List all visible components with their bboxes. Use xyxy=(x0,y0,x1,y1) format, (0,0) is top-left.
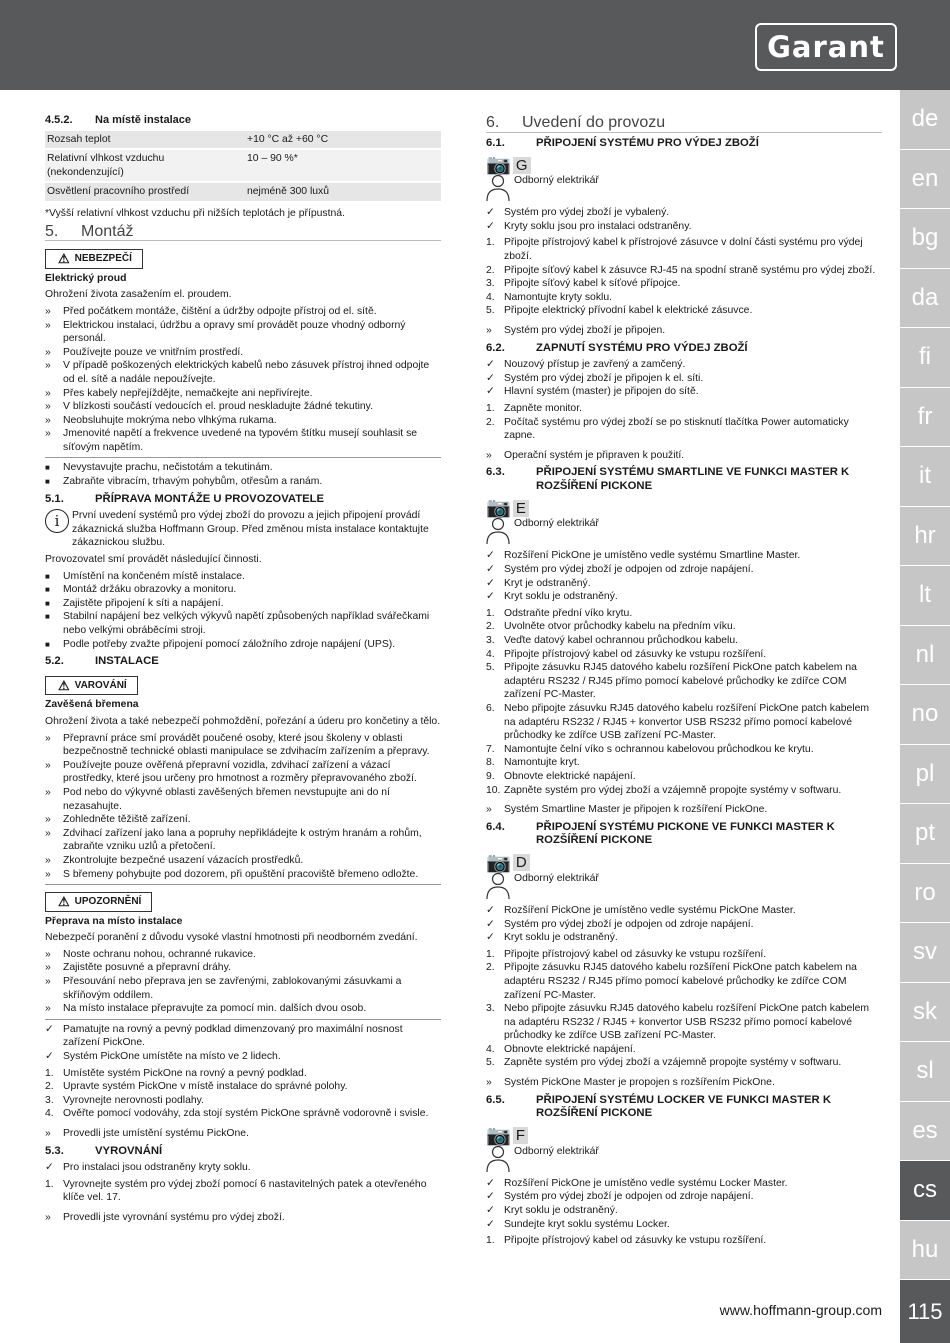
list-item: 5. Připojte elektrický přívodní kabel k elektrické zásuvce. xyxy=(486,305,753,317)
paragraph: Provozovatel smí provádět následující činnosti. xyxy=(45,554,262,566)
check-list xyxy=(486,1177,882,1231)
list-item: 4. Připojte přístrojový kabel od zásuvky ke vstupu rozšíření. xyxy=(486,648,767,660)
list-item: » Systém pro výdej zboží je připojen. xyxy=(486,324,666,336)
list-item: ✓ Systém pro výdej zboží je odpojen od zdroje napájení. xyxy=(486,1191,754,1203)
language-tab-de[interactable]: de xyxy=(900,90,950,150)
camera-icon: 📷 xyxy=(486,154,511,177)
list-item: ✓ Kryt soklu je odstraněný. xyxy=(486,932,618,944)
qualification: Odborný elektrikář xyxy=(486,872,882,900)
list-item: 2. Počítač systému pro výdej zboží se po stisknutí tlačítka Power automaticky zapne. xyxy=(486,416,849,442)
garant-logo: Garant xyxy=(755,23,897,71)
language-tab-hu[interactable]: hu xyxy=(900,1221,950,1281)
list-item: » Operační systém je připraven k použití. xyxy=(486,449,685,461)
language-tab-it[interactable]: it xyxy=(900,447,950,507)
person-icon xyxy=(486,1145,510,1173)
list-item: 1. Připojte přístrojový kabel od zásuvky ke vstupu rozšíření. xyxy=(486,948,767,960)
qualification: Odborný elektrikář xyxy=(486,1145,882,1173)
list-item: » Systém PickOne Master je propojen s rozšířením PickOne. xyxy=(486,1077,775,1089)
list-item: » Před počátkem montáže, čištění a údržby odpojte přístroj od el. sítě. xyxy=(45,305,377,317)
list-item: 10. Zapněte systém pro výdej zboží a vzájemně propojte systémy v softwaru. xyxy=(486,784,842,796)
figure-reference: 📷 G xyxy=(486,156,882,174)
language-tab-pt[interactable]: pt xyxy=(900,804,950,864)
list-item: » Používejte pouze ověřená přepravní vozidla, zdvihací zařízení a vázací prostředky, které jsou určeny pro hmotnost a rozměry přepravovaného zboží. xyxy=(45,759,417,785)
list-item: ✓ Systém pro výdej zboží je odpojen od zdroje napájení. xyxy=(486,918,754,930)
list-item: 5. Připojte zásuvku RJ45 datového kabelu rozšíření PickOne patch kabelem na adaptéru RS232 / RJ45 přímo pomocí kabelové průchodky ke zdířce COM zařízení PC-Master. xyxy=(486,662,857,701)
info-icon: i xyxy=(45,509,69,533)
generic-list xyxy=(45,461,441,488)
warning-triangle-icon: ⚠ xyxy=(58,894,70,910)
list-item: 1. Odstraňte přední víko krytu. xyxy=(486,607,633,619)
danger-list xyxy=(45,305,441,455)
list-item: 9. Obnovte elektrické napájení. xyxy=(486,770,636,782)
header-bar xyxy=(0,0,950,90)
list-item: 3. Vyrovnejte nerovnosti podlahy. xyxy=(45,1094,204,1106)
language-tab-sl[interactable]: sl xyxy=(900,1042,950,1102)
list-item: » Neobsluhujte mokrýma nebo vlhkýma rukama. xyxy=(45,414,277,426)
step-list xyxy=(486,236,882,318)
hazard-intro: Nebezpečí poranění z důvodu vysoké vlastní hmotnosti při neodborném zvedání. xyxy=(45,932,418,944)
person-icon xyxy=(486,517,510,545)
list-item: ■ Podle potřeby zvažte připojení pomocí záložního zdroje napájení (UPS). xyxy=(45,638,396,650)
section-s64 xyxy=(486,821,882,1090)
list-item: ✓ Rozšíření PickOne je umístěno vedle systému Locker Master. xyxy=(486,1177,788,1189)
divider xyxy=(45,457,441,458)
language-tab-da[interactable]: da xyxy=(900,269,950,329)
list-item: » Zajistěte posuvné a přepravní dráhy. xyxy=(45,962,231,974)
result-list xyxy=(486,803,882,817)
person-icon xyxy=(486,872,510,900)
language-tabs xyxy=(900,90,950,1280)
list-item: 1. Umístěte systém PickOne na rovný a pevný podklad. xyxy=(45,1067,307,1079)
list-item: » Používejte pouze ve vnitřním prostředí. xyxy=(45,346,244,358)
list-item: ■ Nevystavujte prachu, nečistotám a tekutinám. xyxy=(45,462,273,474)
qualification: Odborný elektrikář xyxy=(486,174,882,202)
section-heading: 6.4. PŘIPOJENÍ SYSTÉMU PICKONE VE FUNKCI MASTER K ROZŠÍŘENÍ PICKONE xyxy=(486,820,835,847)
list-item: 2. Připojte zásuvku RJ45 datového kabelu rozšíření PickOne patch kabelem na adaptéru RS232 / RJ45 přímo pomocí kabelové průchodky ke zdířce COM zařízení PC-Master. xyxy=(486,962,857,1001)
language-tab-sv[interactable]: sv xyxy=(900,923,950,983)
list-item: 1. Zapněte monitor. xyxy=(486,402,582,414)
section-heading: 5.3. VYROVNÁNÍ xyxy=(45,1144,163,1157)
warning-triangle-icon: ⚠ xyxy=(58,251,70,267)
language-tab-ro[interactable]: ro xyxy=(900,864,950,924)
list-item: » Provedli jste vyrovnání systému pro výdej zboží. xyxy=(45,1211,285,1223)
list-item: 6. Nebo připojte zásuvku RJ45 datového kabelu rozšíření PickOne patch kabelem na adaptéru RS232 / RJ45 + konvertor USB RS232 přímo pomocí kabelové průchodky ke zdířce USB zařízení PC-Master. xyxy=(486,703,870,742)
conditions-table xyxy=(45,131,441,203)
step-list xyxy=(486,948,882,1070)
list-item: 4. Obnovte elektrické napájení. xyxy=(486,1043,636,1055)
list-item: » V případě poškozených elektrických kabelů nebo zásuvek přístroj ihned odpojte od el. sítě a nadále nepoužívejte. xyxy=(45,360,430,385)
check-list xyxy=(486,549,882,603)
language-tab-sk[interactable]: sk xyxy=(900,983,950,1043)
list-item: » Zkontrolujte bezpečné usazení vázacích prostředků. xyxy=(45,854,304,866)
language-tab-nl[interactable]: nl xyxy=(900,626,950,686)
language-tab-pl[interactable]: pl xyxy=(900,745,950,805)
person-icon xyxy=(486,174,510,202)
check-list xyxy=(486,206,882,233)
section-heading: 5.2. INSTALACE xyxy=(45,655,159,668)
list-item: 2. Připojte síťový kabel k zásuvce RJ-45 na spodní straně systému pro výdej zboží. xyxy=(486,264,876,276)
list-item: » Zdvihací zařízení jako lana a popruhy nepřikládejte k ostrým hranám a rohům, zabraňte vzniku uzlů a přetočení. xyxy=(45,827,422,853)
list-item: ✓ Kryt je odstraněný. xyxy=(486,577,591,589)
list-item: 8. Namontujte kryt. xyxy=(486,757,580,769)
list-item: ✓ Sundejte kryt soklu systému Locker. xyxy=(486,1218,670,1230)
section-heading: 6.3. PŘIPOJENÍ SYSTÉMU SMARTLINE VE FUNKCI MASTER K ROZŠÍŘENÍ PICKONE xyxy=(486,466,850,492)
hazard-heading: Elektrický proud xyxy=(45,272,127,284)
list-item: ✓ Kryty soklu jsou pro instalaci odstraněny. xyxy=(486,220,692,232)
section-heading: 6.2. ZAPNUTÍ SYSTÉMU PRO VÝDEJ ZBOŽÍ xyxy=(486,341,748,354)
list-item: ✓ Pro instalaci jsou odstraněny kryty soklu. xyxy=(45,1162,251,1174)
section-s62 xyxy=(486,342,882,463)
language-tab-bg[interactable]: bg xyxy=(900,209,950,269)
list-item: ✓ Pamatujte na rovný a pevný podklad dimenzovaný pro maximální nosnost zařízení PickOne. xyxy=(45,1023,403,1049)
step-list xyxy=(45,1067,441,1121)
figure-reference: 📷 E xyxy=(486,499,882,517)
table-row: Osvětlení pracovního prostředí nejméně 300 luxů xyxy=(45,182,441,202)
result-list xyxy=(486,449,882,463)
table-row: Relativní vlhkost vzduchu (nekondenzující) 10 – 90 %* xyxy=(45,149,441,182)
list-item: » Na místo instalace přepravujte za pomocí min. dalších dvou osob. xyxy=(45,1003,367,1015)
step-list xyxy=(486,1234,882,1248)
list-item: » V blízkosti součástí vedoucích el. proud neskladujte žádné tekutiny. xyxy=(45,401,373,413)
divider xyxy=(45,1019,441,1020)
list-item: 7. Namontujte čelní víko s ochrannou kabelovou průchodkou ke krytu. xyxy=(486,743,814,755)
check-list xyxy=(45,1161,441,1175)
list-item: 1. Vyrovnejte systém pro výdej zboží pomocí 6 nastavitelných patek a otevřeného klíče vel. 17. xyxy=(45,1178,427,1204)
info-note: i První uvedení systémů pro výdej zboží do provozu a jejich připojení provádí zákaznická služba Hoffmann Group. Před změnou místa instalace kontaktujte zákaznickou službu. xyxy=(45,509,441,553)
hazard-heading: Zavěšená břemena xyxy=(45,699,139,711)
list-item: ■ Zabraňte vibracím, trhavým pohybům, otřesům a ranám. xyxy=(45,476,323,488)
table-row: Rozsah teplot +10 °C až +60 °C xyxy=(45,131,441,150)
list-item: » Pod nebo do výkyvné oblasti zavěšených břemen nevstupujte ani do ní nezasahujte. xyxy=(45,786,390,812)
language-tab-cs[interactable]: cs xyxy=(900,1161,950,1221)
list-item: 2. Uvolněte otvor průchodky kabelu na předním víku. xyxy=(486,621,736,633)
section-heading: 4.5.2. Na místě instalace xyxy=(45,114,191,126)
result-list xyxy=(486,324,882,338)
section-s61 xyxy=(486,137,882,338)
list-item: 2. Upravte systém PickOne v místě instalace do správné polohy. xyxy=(45,1081,348,1093)
table-note: *Vyšší relativní vlhkost vzduchu při nižších teplotách je přípustná. xyxy=(45,207,345,219)
step-list xyxy=(45,1178,441,1205)
list-item: ■ Umístění na končeném místě instalace. xyxy=(45,570,245,582)
list-item: 3. Veďte datový kabel ochrannou průchodkou kabelu. xyxy=(486,635,738,647)
language-tab-lt[interactable]: lt xyxy=(900,566,950,626)
warning-list xyxy=(45,732,441,882)
section-heading: 6.1. PŘIPOJENÍ SYSTÉMU PRO VÝDEJ ZBOŽÍ xyxy=(486,136,759,149)
hazard-intro: Ohrožení života zasažením el. proudem. xyxy=(45,289,232,301)
language-tab-en[interactable]: en xyxy=(900,150,950,210)
section-s63 xyxy=(486,466,882,816)
figure-reference: 📷 F xyxy=(486,1127,882,1145)
list-item: ■ Montáž držáku obrazovky a monitoru. xyxy=(45,584,237,596)
list-item: 4. Ověřte pomocí vodováhy, zda stojí systém PickOne správně vodorovně i svisle. xyxy=(45,1108,429,1120)
list-item: » Jmenovité napětí a frekvence uvedené na typovém štítku musejí souhlasit se síťovým napětím. xyxy=(45,428,418,453)
list-item: ✓ Rozšíření PickOne je umístěno vedle systému PickOne Master. xyxy=(486,904,796,916)
list-item: 1. Připojte přístrojový kabel k přístrojové zásuvce v dolní části systému pro výdej zboží. xyxy=(486,237,863,262)
list-item: » Elektrickou instalaci, údržbu a opravy smí provádět pouze vhodný odborný personál. xyxy=(45,319,406,345)
language-tab-no[interactable]: no xyxy=(900,685,950,745)
footer-url[interactable]: www.hoffmann-group.com xyxy=(719,1302,882,1318)
language-tab-hr[interactable]: hr xyxy=(900,507,950,567)
check-list xyxy=(486,904,882,945)
warning-badge: ⚠ VAROVÁNÍ xyxy=(45,676,138,696)
camera-icon: 📷 xyxy=(486,1124,511,1147)
qualification: Odborný elektrikář xyxy=(486,517,882,545)
danger-badge: ⚠ NEBEZPEČÍ xyxy=(45,249,143,269)
list-item: » Přes kabely nepřejíždějte, nemačkejte ani nepřivírejte. xyxy=(45,387,313,399)
chapter-heading: 5. Montáž xyxy=(45,225,441,242)
list-item: 3. Nebo připojte zásuvku RJ45 datového kabelu rozšíření PickOne patch kabelem na adaptéru RS232 / RJ45 + konvertor USB RS232 přímo pomocí kabelové průchodky ke zdířce USB zařízení PC-Master. xyxy=(486,1003,870,1042)
step-list xyxy=(486,607,882,797)
caution-badge: ⚠ UPOZORNĚNÍ xyxy=(45,892,152,912)
list-item: ✓ Nouzový přístup je zavřený a zamčený. xyxy=(486,359,686,371)
list-item: ✓ Systém pro výdej zboží je odpojen od zdroje napájení. xyxy=(486,564,754,576)
list-item: ✓ Kryt soklu je odstraněný. xyxy=(486,1205,618,1217)
list-item: 4. Namontujte kryty soklu. xyxy=(486,291,612,303)
camera-icon: 📷 xyxy=(486,497,511,520)
section-heading: 5.1. PŘÍPRAVA MONTÁŽE U PROVOZOVATELE xyxy=(45,492,325,505)
list-item: ✓ Kryt soklu je odstraněný. xyxy=(486,591,618,603)
list-item: ■ Zajistěte připojení k síti a napájení. xyxy=(45,597,224,609)
list-item: » S břemeny pohybujte pod dozorem, při opuštění pracoviště břemeno odložte. xyxy=(45,868,419,880)
list-item: ✓ Hlavní systém (master) je připojen do sítě. xyxy=(486,386,699,398)
list-item: » Provedli jste umístění systému PickOne. xyxy=(45,1128,249,1139)
list-item: 1. Připojte přístrojový kabel od zásuvky ke vstupu rozšíření. xyxy=(486,1235,767,1247)
result-list xyxy=(45,1211,441,1225)
right-column xyxy=(486,112,882,1251)
result-list xyxy=(45,1127,441,1141)
language-tab-es[interactable]: es xyxy=(900,1102,950,1162)
check-list xyxy=(486,358,882,399)
section-heading: 6.5. PŘIPOJENÍ SYSTÉMU LOCKER VE FUNKCI MASTER K ROZŠÍŘENÍ PICKONE xyxy=(486,1093,832,1120)
hazard-intro: Ohrožení života a také nebezpečí pohmoždění, pořezání a úderu pro končetiny a tělo. xyxy=(45,715,441,727)
language-tab-fr[interactable]: fr xyxy=(900,388,950,448)
section-s65 xyxy=(486,1094,882,1248)
check-list xyxy=(45,1023,441,1064)
list-item: 3. Připojte síťový kabel k síťové přípojce. xyxy=(486,278,681,290)
result-list xyxy=(486,1076,882,1090)
warning-triangle-icon: ⚠ xyxy=(58,677,70,693)
list-item: ✓ Systém PickOne umístěte na místo ve 2 lidech. xyxy=(45,1051,281,1063)
hazard-heading: Přeprava na místo instalace xyxy=(45,915,183,927)
divider xyxy=(45,884,441,885)
language-tab-fi[interactable]: fi xyxy=(900,328,950,388)
chapter-heading: 6. Uvedení do provozu xyxy=(486,116,882,133)
figure-reference: 📷 D xyxy=(486,854,882,872)
list-item: » Zohledněte těžiště zařízení. xyxy=(45,814,191,826)
step-list xyxy=(486,402,882,443)
list-item: » Přepravní práce smí provádět poučené osoby, které jsou školeny v oblasti bezpečnostně technické oblasti manipulace se zdvihacím zařízením a přepravy. xyxy=(45,732,430,758)
list-item: ■ Stabilní napájení bez velkých výkyvů napětí způsobených například svářečkami nebo velkými obráběcími stroji. xyxy=(45,611,430,636)
list-item: ✓ Systém pro výdej zboží je vybalený. xyxy=(486,207,670,219)
caution-list xyxy=(45,948,441,1016)
list-item: » Přesouvání nebo přeprava jen se zavřenými, zablokovanými zásuvkami a skříňovým oddílem. xyxy=(45,976,402,1001)
list-item: ✓ Systém pro výdej zboží je připojen k el. síti. xyxy=(486,372,704,384)
list-item: » Systém Smartline Master je připojen k rozšíření PickOne. xyxy=(486,804,768,816)
camera-icon: 📷 xyxy=(486,851,511,874)
list-item: ✓ Rozšíření PickOne je umístěno vedle systému Smartline Master. xyxy=(486,550,801,562)
list-item: » Noste ochranu nohou, ochranné rukavice. xyxy=(45,948,256,960)
activity-list xyxy=(45,570,441,652)
left-column xyxy=(45,112,441,1228)
list-item: 5. Zapněte systém pro výdej zboží a vzájemně propojte systémy v softwaru. xyxy=(486,1057,842,1069)
page-number: 115 xyxy=(900,1280,950,1343)
